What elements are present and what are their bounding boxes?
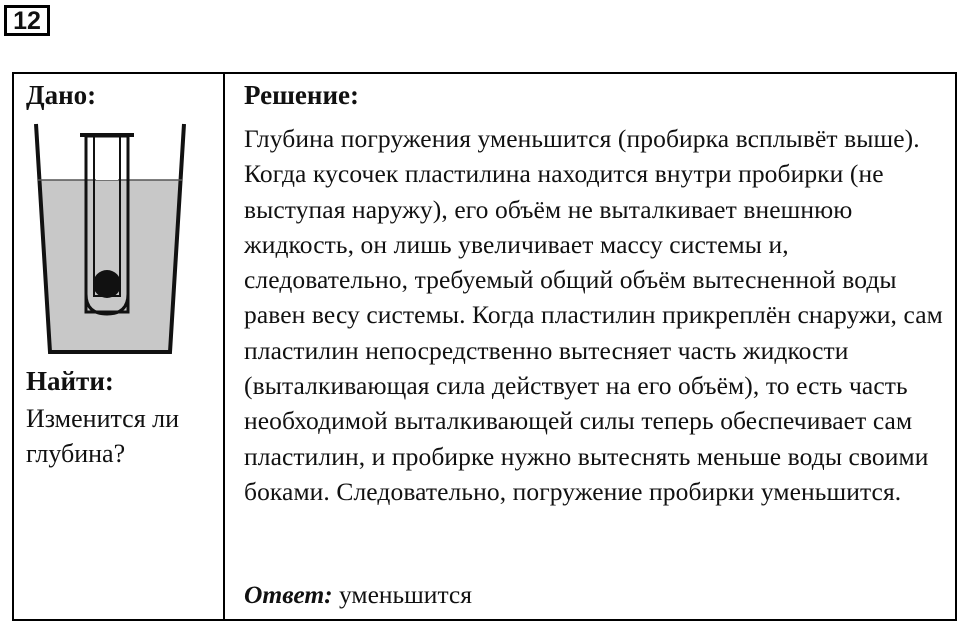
test-tube-in-glass-icon [30,118,190,358]
plasticine-ball [93,270,121,298]
tube-air [96,138,118,180]
find-title: Найти: [26,366,114,396]
given-title: Дано: [26,80,97,110]
solution-table [12,72,957,621]
given-column [14,74,223,619]
liquid-fill [38,180,182,350]
solution-column [225,74,955,619]
solution-title: Решение: [244,80,359,110]
find-text: Изменится ли глубина? [26,404,180,468]
answer-text: уменьшится [339,580,472,609]
solution-text: Глубина погружения уменьшится (пробирка всплывёт выше). Когда кусочек пластилина находится внутри пробирки (не выступая наружу), его объём не выталкивает внешнюю жидкость, он лишь увеличивает массу системы и, следовательно, требуемый общий объём вытесненной воды равен весу системы. Когда пластилин прикреплён снаружи, сам пластилин непосредственно вытесняет часть жидкости (выталкивающая сила действует на его объём), то есть часть необходимой выталкивающей силы теперь обеспечивает сам пластилин, и пробирке нужно вытеснять меньше воды своими боками. Следовательно, погружение пробирки уменьшится. [244,124,943,506]
answer-line [244,577,472,612]
answer-label: Ответ: [244,580,333,609]
task-number: 12 [4,5,50,36]
